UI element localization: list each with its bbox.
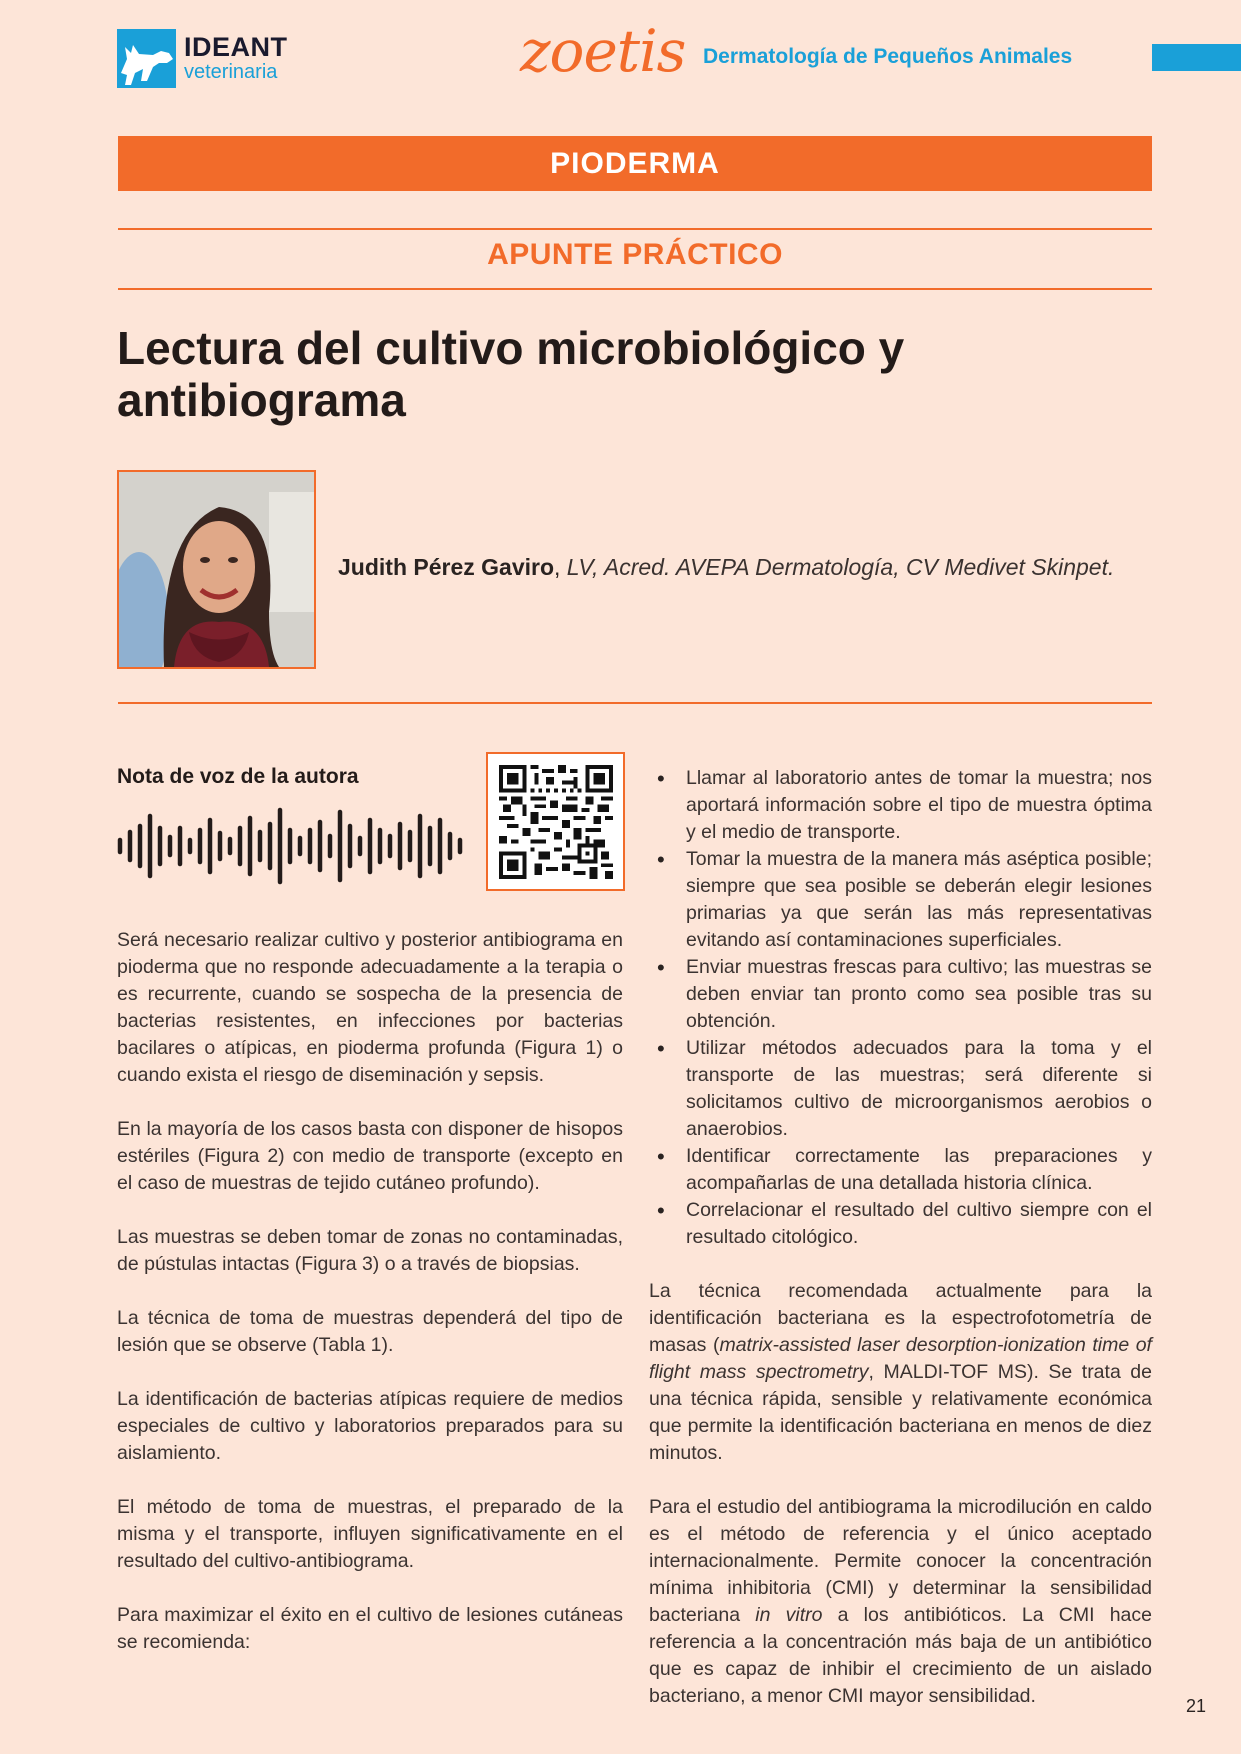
audio-waveform-icon[interactable] [117, 806, 467, 891]
paragraph: Será necesario realizar cultivo y posterior antibiograma en pioderma que no responde adecuadamente a la terapia o es recurrente, cuando se sospecha de la presencia de bacterias resistentes, en infecciones por bacterias bacilares o atípicas, en pioderma profunda (Figura 1) o cuando exista el riesgo de diseminación y sepsis. [117, 929, 623, 1086]
paragraph: En la mayoría de los casos basta con disponer de hisopos estériles (Figura 2) con medio de transporte (excepto en el caso de muestras de tejido cutáneo profundo). [117, 1118, 623, 1194]
list-item: • Correlacionar el resultado del cultivo siempre con el resultado citológico. [649, 1197, 1152, 1251]
paragraph-maldi: La técnica recomendada actualmente para la identificación bacteriana es la espectrofotometría de masas (matrix-assisted laser desorption-ionization time of flight mass spectrometry, MALDI-TOF MS). Se trata de una técnica rápida, sensible y relativamente económica que permite la identificación bacteriana en menos de diez minutos. [649, 1280, 1152, 1464]
paragraph-antibiogram: Para el estudio del antibiograma la microdilución en caldo es el método de referencia y el único aceptado internacionalmente. Permite conocer la concentración mínima inhibitoria (CMI) y determinar la sensibilidad bacteriana in vitro a los antibióticos. La CMI hace referencia a la concentración más baja de un antibiótico que es capaz de inhibir el crecimiento de un aislado bacteriano, a menor CMI mayor sensibilidad. [649, 1496, 1152, 1707]
list-item: • Tomar la muestra de la manera más aséptica posible; siempre que sea posible se deberán elegir lesiones primarias ya que serán las más representativas evitando así contaminaciones superficiales. [649, 846, 1152, 954]
author-byline: Judith Pérez Gaviro, LV, Acred. AVEPA Dermatología, CV Medivet Skinpet. [338, 554, 1115, 580]
qr-code[interactable] [486, 752, 625, 891]
paragraph: La técnica de toma de muestras dependerá del tipo de lesión que se observe (Tabla 1). [117, 1307, 623, 1356]
recommendations-list [649, 765, 1152, 1251]
right-column [649, 765, 1152, 1737]
author-name: Judith Pérez Gaviro [338, 554, 555, 580]
divider [118, 228, 1152, 230]
zoetis-logo: zoetis [520, 17, 686, 85]
paragraph: La identificación de bacterias atípicas requiere de medios especiales de cultivo y laboratorios preparados para su aislamiento. [117, 1388, 623, 1464]
paragraph: Las muestras se deben tomar de zonas no contaminadas, de pústulas intactas (Figura 3) o a través de biopsias. [117, 1226, 623, 1275]
author-affiliation: LV, Acred. AVEPA Dermatología, CV Medivet Skinpet. [566, 554, 1115, 580]
list-item: • Identificar correctamente las preparaciones y acompañarlas de una detallada historia clínica. [649, 1143, 1152, 1197]
voice-note-label: Nota de voz de la autora [117, 765, 359, 788]
list-item: • Utilizar métodos adecuados para la toma y el transporte de las muestras; será diferente si solicitamos cultivo de microorganismos aerobios o anaerobios. [649, 1035, 1152, 1143]
ideant-logo [117, 28, 288, 88]
series-title: Dermatología de Pequeños Animales [703, 45, 1073, 68]
divider [118, 702, 1152, 704]
paragraph: Para maximizar el éxito en el cultivo de lesiones cutáneas se recomienda: [117, 1604, 623, 1653]
subsection-title: APUNTE PRÁCTICO [487, 238, 783, 271]
article-title: Lectura del cultivo microbiológico y antibiograma [117, 322, 905, 426]
page-number: 21 [1186, 1696, 1207, 1716]
ideant-wordmark: IDEANT [184, 32, 288, 62]
header-accent-tab [1152, 44, 1241, 71]
dog-logo-icon [117, 29, 176, 88]
section-banner: PIODERMA [118, 136, 1152, 191]
list-item: • Enviar muestras frescas para cultivo; las muestras se deben enviar tan pronto como sea posible tras su obtención. [649, 954, 1152, 1035]
ideant-subtitle: veterinaria [184, 61, 278, 83]
divider [118, 288, 1152, 290]
left-column [117, 927, 623, 1683]
list-item: • Llamar al laboratorio antes de tomar la muestra; nos aportará información sobre el tipo de muestra óptima y el medio de transporte. [649, 765, 1152, 846]
author-photo [117, 470, 316, 669]
paragraph: El método de toma de muestras, el preparado de la misma y el transporte, influyen significativamente en el resultado del cultivo-antibiograma. [117, 1496, 623, 1572]
